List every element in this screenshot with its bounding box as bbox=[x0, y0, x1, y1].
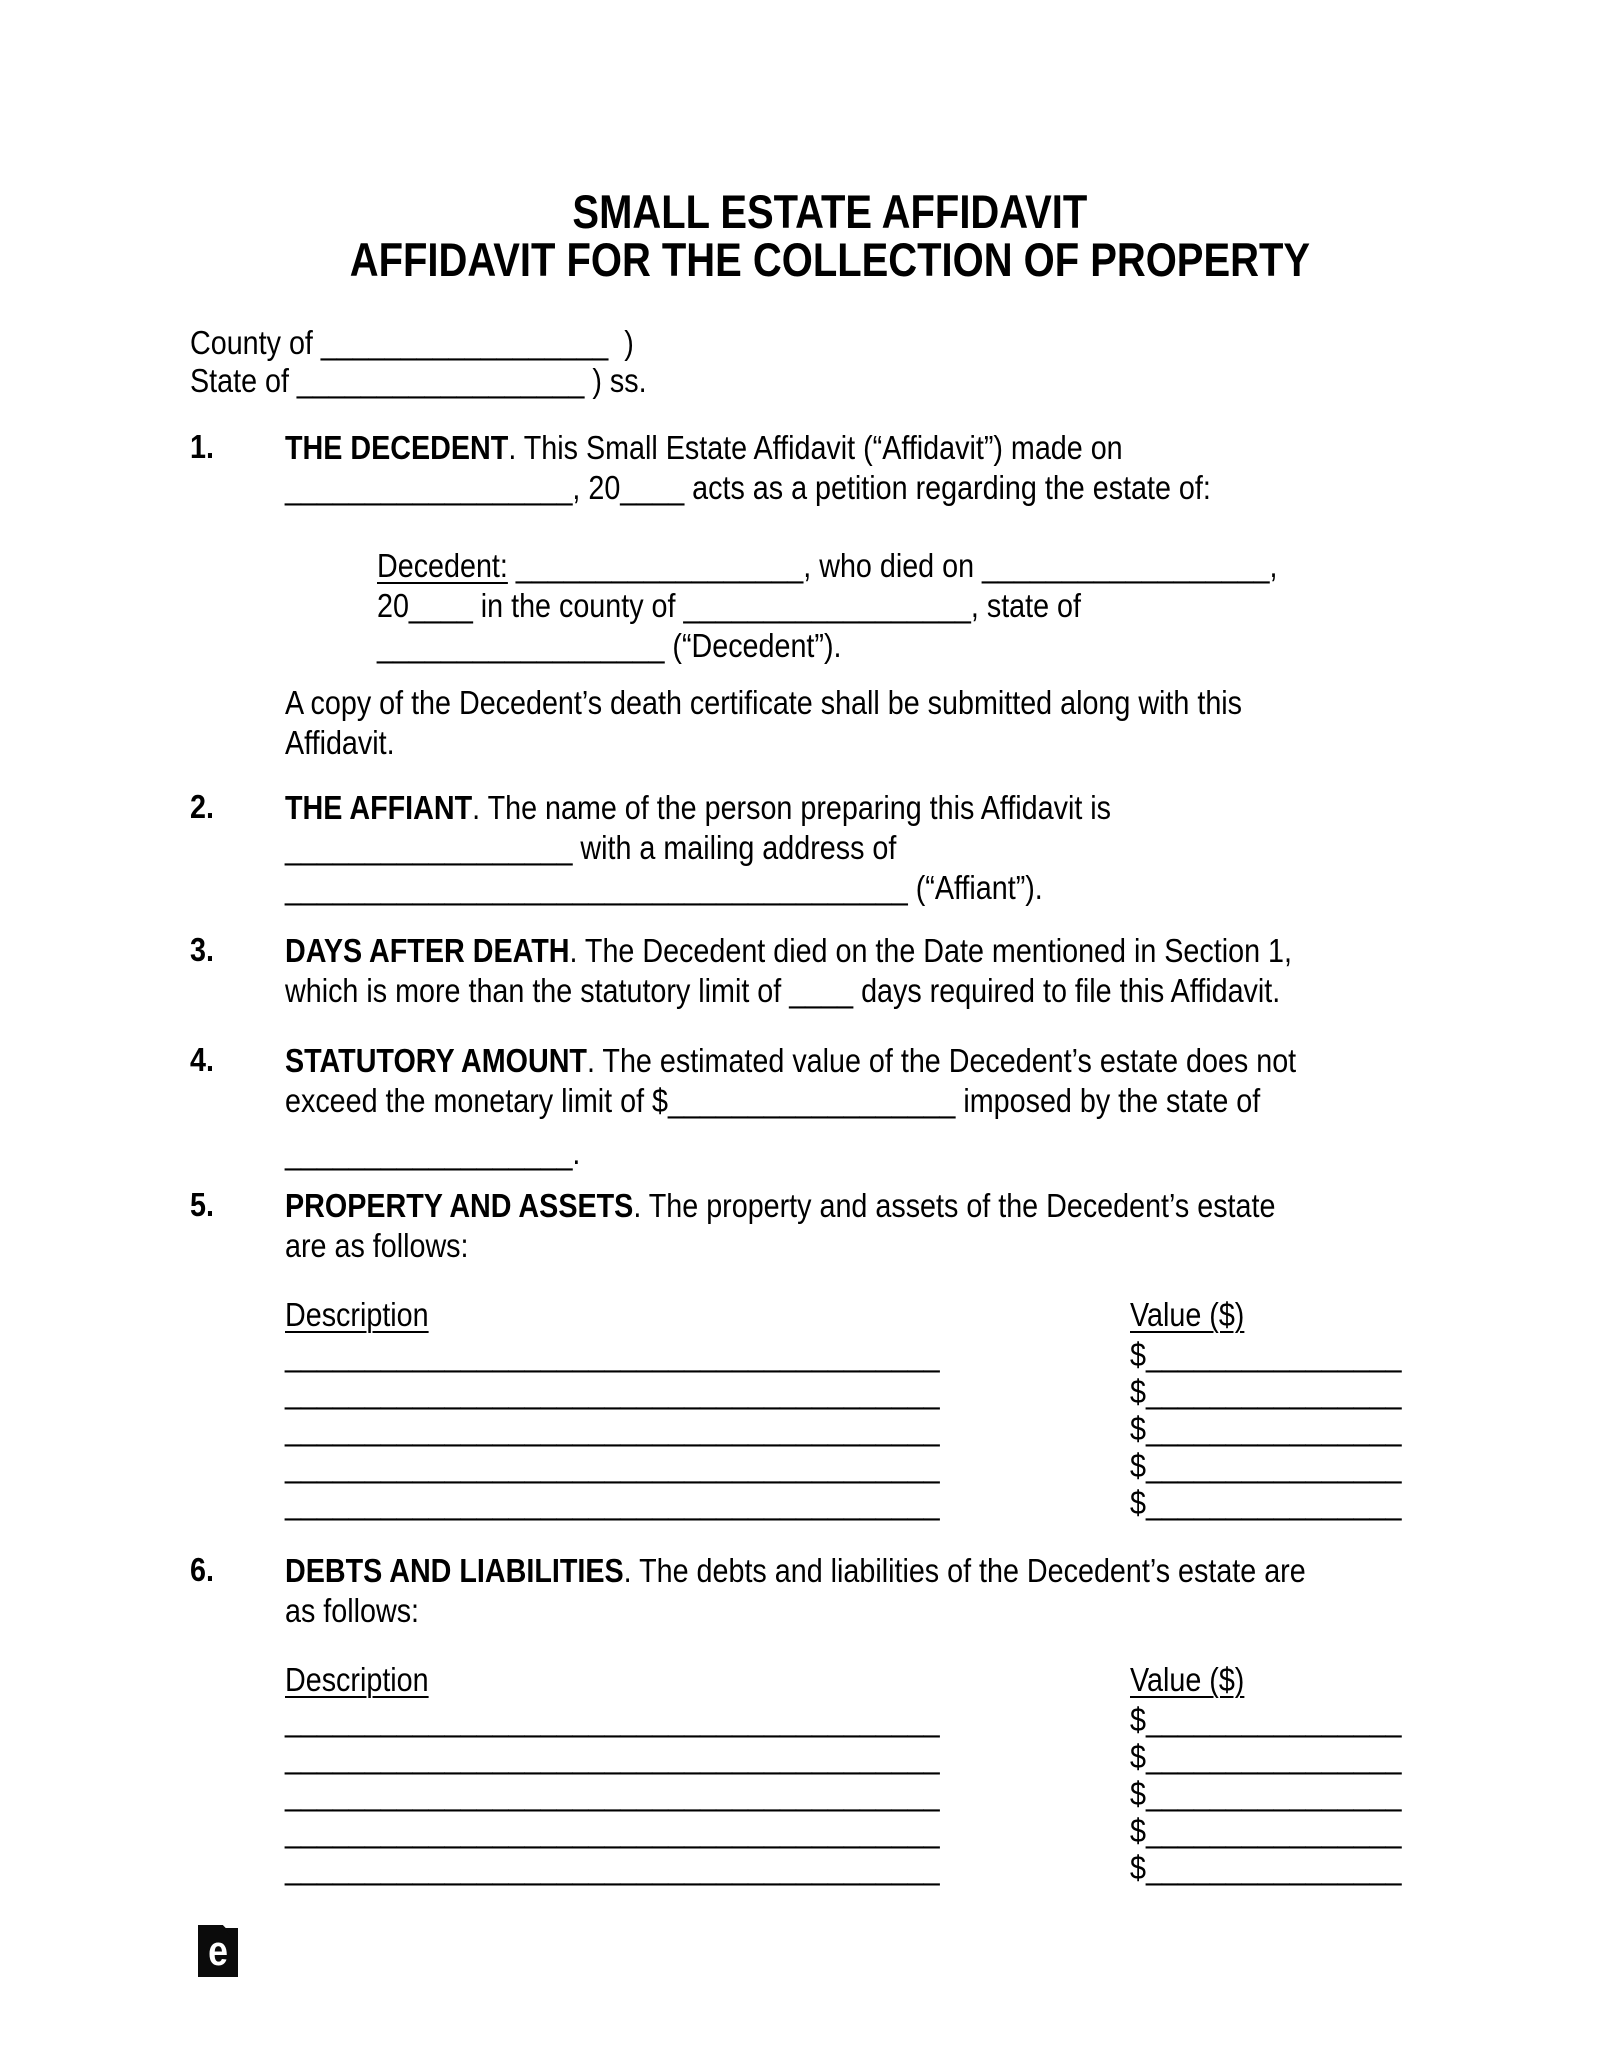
assets-description-blank: _________________________________________ bbox=[285, 1447, 940, 1484]
debts-value-blank: $________________ bbox=[1130, 1849, 1402, 1886]
section-2-affiant bbox=[190, 788, 1470, 908]
assets-value-blank: $________________ bbox=[1130, 1447, 1402, 1484]
assets-description-blank: _________________________________________ bbox=[285, 1336, 940, 1373]
decedent-clause bbox=[377, 546, 1470, 666]
section-1-text: . This Small Estate Affidavit (“Affidavit”) made on bbox=[508, 429, 1123, 466]
assets-value-blank: $________________ bbox=[1130, 1484, 1402, 1521]
section-2-heading: THE AFFIANT bbox=[285, 789, 473, 826]
assets-value-blank: $________________ bbox=[1130, 1373, 1402, 1410]
death-certificate-note bbox=[190, 683, 1470, 763]
section-2-text-line2: __________________ with a mailing address of bbox=[285, 829, 897, 866]
county-line: County of __________________ ) bbox=[190, 324, 634, 361]
section-6-debts-liabilities bbox=[190, 1551, 1470, 1631]
decedent-line3: __________________ (“Decedent”). bbox=[377, 627, 842, 664]
debts-value-blank: $________________ bbox=[1130, 1812, 1402, 1849]
section-3-number: 3. bbox=[190, 931, 214, 968]
assets-value-blank: $________________ bbox=[1130, 1336, 1402, 1373]
debts-value-blank: $________________ bbox=[1130, 1775, 1402, 1812]
note-line1: A copy of the Decedent’s death certificate shall be submitted along with this bbox=[285, 684, 1243, 721]
debts-description-blank: _________________________________________ bbox=[285, 1849, 940, 1886]
section-4-number: 4. bbox=[190, 1041, 214, 1078]
document-title bbox=[190, 185, 1470, 286]
document-content bbox=[190, 0, 1470, 1886]
debts-row bbox=[285, 1812, 1470, 1849]
section-5-heading: PROPERTY AND ASSETS bbox=[285, 1187, 634, 1224]
section-5-text-line2: are as follows: bbox=[285, 1227, 469, 1264]
section-1-text-line2: __________________, 20____ acts as a petition regarding the estate of: bbox=[285, 469, 1211, 506]
decedent-line1: __________________, who died on __________________, bbox=[507, 547, 1278, 584]
assets-row bbox=[285, 1373, 1470, 1410]
assets-row bbox=[285, 1484, 1470, 1521]
state-line: State of __________________ ) ss. bbox=[190, 362, 647, 399]
decedent-line2: 20____ in the county of __________________, state of bbox=[377, 587, 1082, 624]
assets-row bbox=[285, 1447, 1470, 1484]
title-line-1: SMALL ESTATE AFFIDAVIT bbox=[572, 185, 1088, 238]
debts-value-blank: $________________ bbox=[1130, 1738, 1402, 1775]
assets-description-blank: _________________________________________ bbox=[285, 1410, 940, 1447]
section-2-text-line3: _______________________________________ (“Affiant”). bbox=[285, 869, 1043, 906]
debts-description-blank: _________________________________________ bbox=[285, 1738, 940, 1775]
assets-value-header: Value ($) bbox=[1130, 1296, 1245, 1333]
debts-row bbox=[285, 1738, 1470, 1775]
assets-table bbox=[285, 1296, 1470, 1521]
assets-description-blank: _________________________________________ bbox=[285, 1484, 940, 1521]
debts-row bbox=[285, 1701, 1470, 1738]
section-4-state-blank: __________________. bbox=[285, 1134, 581, 1171]
section-1-number: 1. bbox=[190, 428, 214, 465]
debts-description-header: Description bbox=[285, 1661, 429, 1698]
section-3-text: . The Decedent died on the Date mentioned in Section 1, bbox=[569, 932, 1292, 969]
debts-description-blank: _________________________________________ bbox=[285, 1701, 940, 1738]
section-6-heading: DEBTS AND LIABILITIES bbox=[285, 1552, 624, 1589]
section-2-text: . The name of the person preparing this Affidavit is bbox=[472, 789, 1112, 826]
debts-value-header: Value ($) bbox=[1130, 1661, 1245, 1698]
debts-table bbox=[285, 1661, 1470, 1886]
debts-row bbox=[285, 1775, 1470, 1812]
section-3-days-after-death bbox=[190, 931, 1470, 1011]
assets-value-blank: $________________ bbox=[1130, 1410, 1402, 1447]
section-5-text: . The property and assets of the Decedent’s estate bbox=[633, 1187, 1276, 1224]
section-4-statutory-amount bbox=[190, 1041, 1470, 1173]
venue-block bbox=[190, 324, 1470, 400]
section-3-heading: DAYS AFTER DEATH bbox=[285, 932, 570, 969]
section-6-text: . The debts and liabilities of the Decedent’s estate are bbox=[623, 1552, 1306, 1589]
section-6-text-line2: as follows: bbox=[285, 1592, 420, 1629]
assets-description-blank: _________________________________________ bbox=[285, 1373, 940, 1410]
section-3-text-line2: which is more than the statutory limit of ____ days required to file this Affidavit. bbox=[285, 972, 1281, 1009]
section-4-text-line2: exceed the monetary limit of $__________________ imposed by the state of bbox=[285, 1082, 1261, 1119]
section-1-decedent bbox=[190, 428, 1470, 508]
debts-description-blank: _________________________________________ bbox=[285, 1775, 940, 1812]
section-5-number: 5. bbox=[190, 1186, 214, 1223]
section-4-heading: STATUTORY AMOUNT bbox=[285, 1042, 587, 1079]
title-line-2: AFFIDAVIT FOR THE COLLECTION OF PROPERTY bbox=[349, 233, 1311, 286]
debts-description-blank: _________________________________________ bbox=[285, 1812, 940, 1849]
section-1-heading: THE DECEDENT bbox=[285, 429, 509, 466]
section-6-number: 6. bbox=[190, 1551, 214, 1588]
assets-row bbox=[285, 1410, 1470, 1447]
section-5-property-assets bbox=[190, 1186, 1470, 1266]
note-line2: Affidavit. bbox=[285, 724, 395, 761]
eforms-logo-letter: e bbox=[208, 1927, 228, 1974]
assets-description-header: Description bbox=[285, 1296, 429, 1333]
decedent-label: Decedent: bbox=[377, 547, 508, 584]
assets-row bbox=[285, 1336, 1470, 1373]
section-2-number: 2. bbox=[190, 788, 214, 825]
debts-value-blank: $________________ bbox=[1130, 1701, 1402, 1738]
eforms-logo bbox=[198, 1925, 238, 1977]
debts-row bbox=[285, 1849, 1470, 1886]
section-4-text: . The estimated value of the Decedent’s estate does not bbox=[586, 1042, 1297, 1079]
